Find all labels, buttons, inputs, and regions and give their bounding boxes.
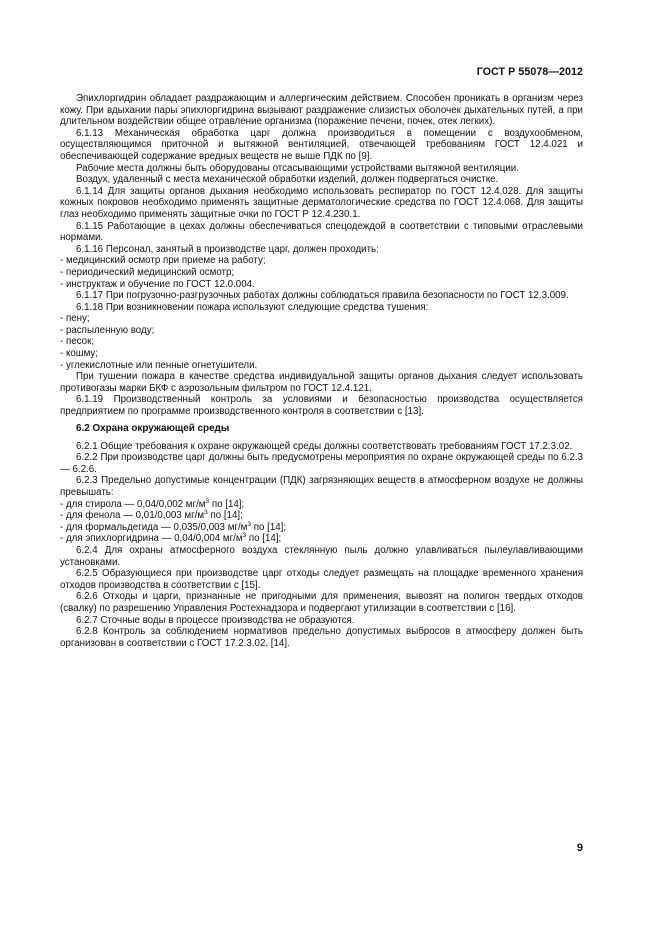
pdk-reference: по [14]; xyxy=(251,521,287,533)
list-item: - периодический медицинский осмотр; xyxy=(60,266,235,278)
paragraph: Воздух, удаленный с места механической обработки изделий, должен подвергаться очистке. xyxy=(76,174,499,186)
paragraph: 6.2.1 Общие требования к охране окружающей среды должны соответствовать требованиям ГОСТ 17.2.3.02. xyxy=(76,440,573,452)
paragraph: При тушении пожара в качестве средства индивидуальной защиты органов дыхания следует использовать противогазы марки БКФ с аэрозольным фильтром по ГОСТ 12.4.121. xyxy=(60,371,583,394)
pdk-list-item xyxy=(60,499,583,511)
document-header: ГОСТ Р 55078—2012 xyxy=(476,66,583,78)
page-number: 9 xyxy=(576,842,583,854)
paragraph: 6.1.14 Для защиты органов дыхания необходимо использовать респиратор по ГОСТ 12.4.028. Для защиты кожных покровов необходимо применять защитные дерматологические средства по ГОСТ 12.4.068. Для защиты глаз необходимо применять защитные очки по ГОСТ Р 12.4.230.1. xyxy=(60,185,583,220)
paragraph: 6.2.2 При производстве царг должны быть предусмотрены мероприятия по охране окружающей среды по 6.2.3 — 6.2.6. xyxy=(60,452,583,475)
list-item: - углекислотные или пенные огнетушители. xyxy=(60,359,258,371)
paragraph: 6.1.16 Персонал, занятый в производстве царг, должен проходить: xyxy=(76,243,379,255)
list-item: - инструктаж и обучение по ГОСТ 12.0.004. xyxy=(60,278,255,290)
paragraph: 6.2.3 Предельно допустимые концентрации (ПДК) загрязняющих веществ в атмосферном воздухе не должны превышать: xyxy=(60,475,583,498)
paragraph: 6.1.17 При погрузочно-разгрузочных работах должны соблюдаться правила безопасности по ГОСТ 12.3.009. xyxy=(76,290,569,302)
list-item: - пену; xyxy=(60,313,90,325)
paragraph: 6.2.5 Образующиеся при производстве царг отходы следует размещать на площадке временного хранения отходов производства в соответствии с [15]. xyxy=(60,568,583,591)
pdk-superscript: 3 xyxy=(205,497,210,505)
pdk-reference: по [14]; xyxy=(246,533,282,545)
list-item: - распыленную воду; xyxy=(60,324,155,336)
paragraph: 6.2.6 Отходы и царги, признанные не пригодными для применения, вывозят на полигон твердых отходов (свалку) по разрешению Управления Ростехнадзора и подвергают утилизации в соответствии с [16]. xyxy=(60,591,583,614)
pdk-superscript: 3 xyxy=(242,532,247,540)
pdk-text: - для фенола — 0,01/0,003 мг/м xyxy=(60,510,205,522)
paragraph: 6.2.7 Сточные воды в процессе производства не образуются. xyxy=(76,614,355,626)
pdk-list-item xyxy=(60,522,583,534)
paragraph: Рабочие места должны быть оборудованы отсасывающими устройствами вытяжной вентиляции. xyxy=(76,162,519,174)
list-item: - кошму; xyxy=(60,348,98,360)
paragraph: 6.2.8 Контроль за соблюдением нормативов предельно допустимых выбросов в атмосферу должен быть организован в соответствии с ГОСТ 17.2.3.02, [14]. xyxy=(60,626,583,649)
paragraph: 6.2.4 Для охраны атмосферного воздуха стеклянную пыль должно улавливаться пылеулавливающими установками. xyxy=(60,544,583,568)
paragraph: 6.1.18 При возникновении пожара используют следующие средства тушения: xyxy=(76,301,429,313)
paragraph: 6.1.13 Механическая обработка царг должна производиться в помещении с воздухообменом, осуществляющимся приточной и вытяжной вентиляцией, отвечающей требованиям ГОСТ 12.4.021 и обеспечивающей содержание вредных веществ не выше ПДК по [9]. xyxy=(60,127,583,162)
paragraph: 6.1.15 Работающие в цехах должны обеспечиваться спецодеждой в соответствии с типовыми отраслевыми нормами. xyxy=(60,220,583,244)
pdk-text: - для эпихлоргидрина — 0,04/0,004 мг/м xyxy=(60,533,243,545)
pdk-text: - для стирола — 0,04/0,002 мг/м xyxy=(60,498,206,510)
list-item: - песок; xyxy=(60,336,95,348)
pdk-superscript: 3 xyxy=(204,509,208,517)
list-item: - медицинский осмотр при приеме на работу; xyxy=(60,255,266,267)
pdk-reference: по [14]; xyxy=(209,498,245,510)
document-body xyxy=(60,93,583,649)
pdk-text: - для формальдегида — 0,035/0,003 мг/м xyxy=(60,521,248,533)
paragraph: 6.1.19 Производственный контроль за условиями и безопасностью производства осуществляется предприятием по программе производственного контроля в соответствии с [13]. xyxy=(60,394,583,418)
pdk-reference: по [14]; xyxy=(207,510,243,522)
pdk-list-item xyxy=(60,510,583,522)
section-heading: 6.2 Охрана окружающей среды xyxy=(76,422,230,434)
pdk-list-item xyxy=(60,533,583,545)
paragraph: Эпихлоргидрин обладает раздражающим и аллергическим действием. Способен проникать в организм через кожу. При вдыхании пары эпихлоргидрина вызывают раздражение слизистых оболочек дыхательных путей, а при длительном воздействии общее отравление организма (поражение печени, почек, отек легких). xyxy=(60,93,583,128)
pdk-superscript: 3 xyxy=(247,520,251,528)
